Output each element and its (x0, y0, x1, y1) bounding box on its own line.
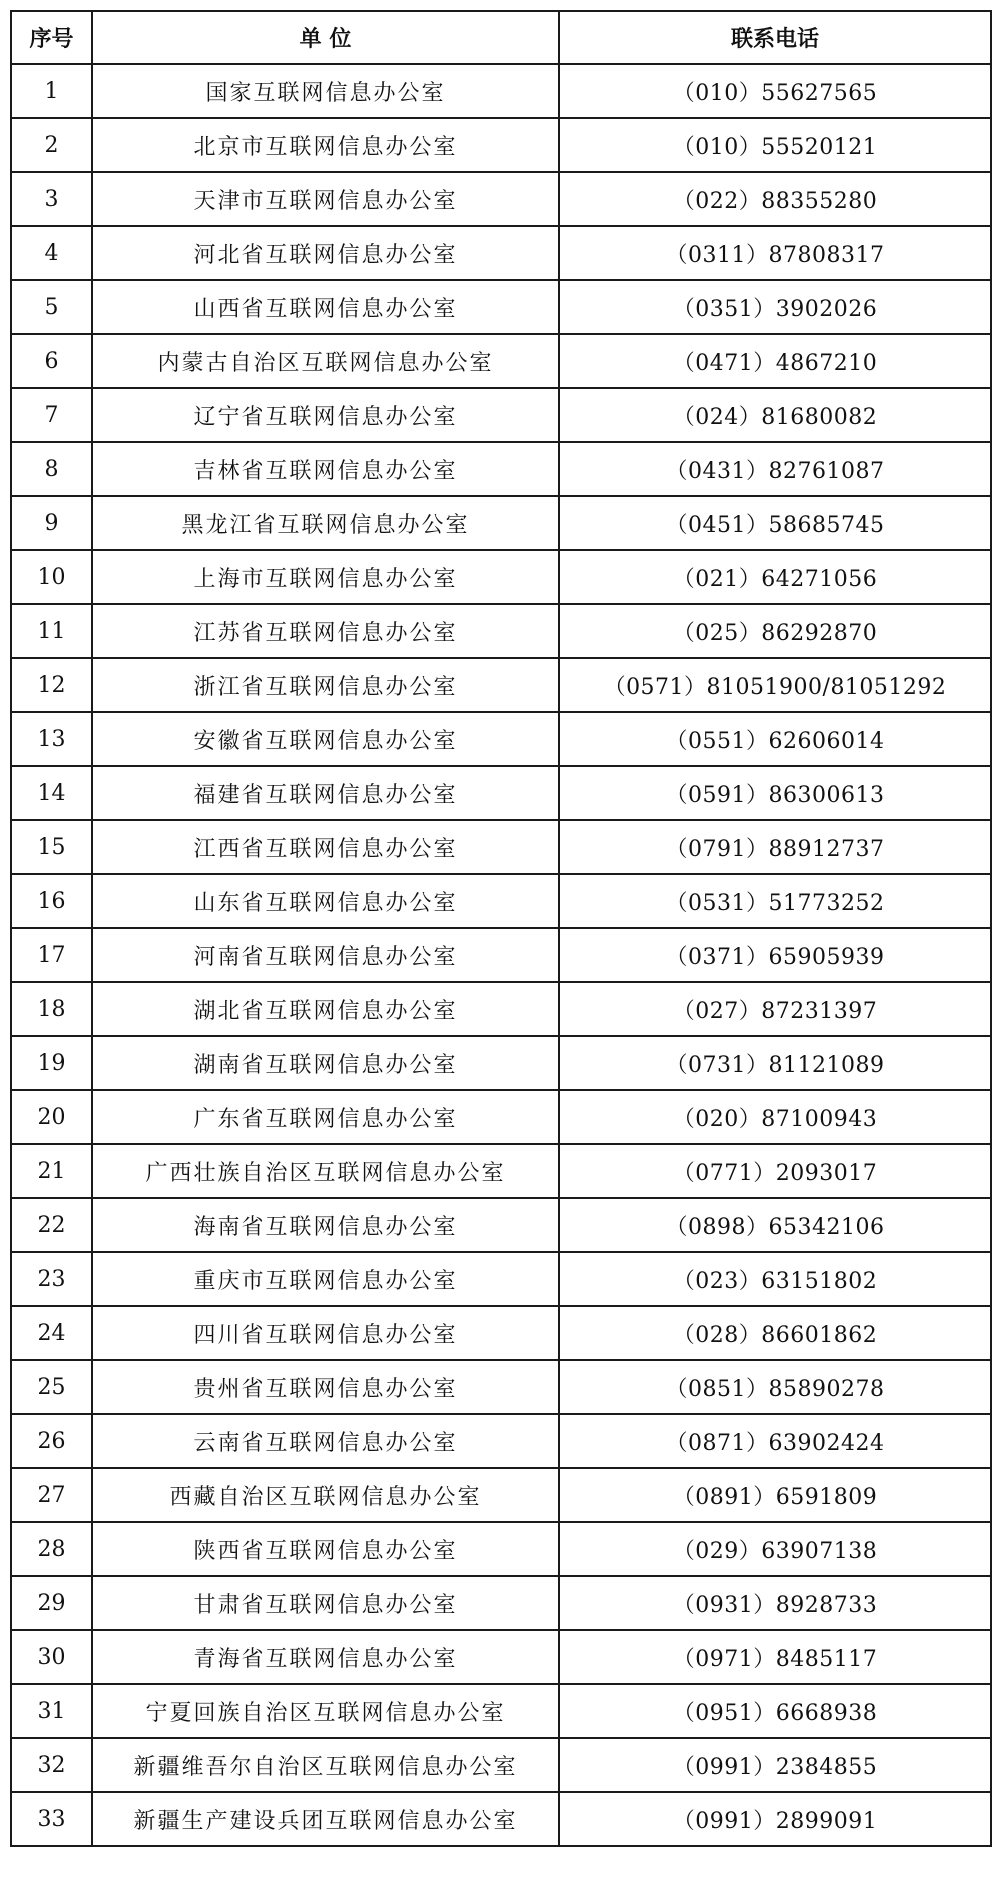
row-phone-cell: （029）63907138 (559, 1522, 991, 1576)
row-unit-cell: 新疆维吾尔自治区互联网信息办公室 (92, 1738, 559, 1792)
header-row (11, 11, 991, 64)
row-index-cell: 27 (11, 1468, 92, 1522)
row-phone-cell: （023）63151802 (559, 1252, 991, 1306)
row-phone-cell: （010）55627565 (559, 64, 991, 118)
table-row (11, 496, 991, 550)
table-row (11, 226, 991, 280)
row-phone-cell: （0931）8928733 (559, 1576, 991, 1630)
table-row (11, 766, 991, 820)
table-row (11, 820, 991, 874)
table-row (11, 118, 991, 172)
header-unit: 单 位 (92, 11, 559, 64)
row-index-cell: 12 (11, 658, 92, 712)
row-index-cell: 2 (11, 118, 92, 172)
table-row (11, 982, 991, 1036)
row-phone-cell: （0731）81121089 (559, 1036, 991, 1090)
row-index-cell: 29 (11, 1576, 92, 1630)
row-phone-cell: （0991）2384855 (559, 1738, 991, 1792)
row-unit-cell: 安徽省互联网信息办公室 (92, 712, 559, 766)
row-phone-cell: （0531）51773252 (559, 874, 991, 928)
row-unit-cell: 宁夏回族自治区互联网信息办公室 (92, 1684, 559, 1738)
row-phone-cell: （027）87231397 (559, 982, 991, 1036)
row-index-cell: 17 (11, 928, 92, 982)
row-index-cell: 23 (11, 1252, 92, 1306)
row-phone-cell: （0791）88912737 (559, 820, 991, 874)
row-index-cell: 5 (11, 280, 92, 334)
row-unit-cell: 山西省互联网信息办公室 (92, 280, 559, 334)
row-unit-cell: 吉林省互联网信息办公室 (92, 442, 559, 496)
table-row (11, 1576, 991, 1630)
row-unit-cell: 广西壮族自治区互联网信息办公室 (92, 1144, 559, 1198)
row-phone-cell: （022）88355280 (559, 172, 991, 226)
row-phone-cell: （0871）63902424 (559, 1414, 991, 1468)
table-row (11, 550, 991, 604)
table-row (11, 1684, 991, 1738)
row-phone-cell: （0571）81051900/81051292 (559, 658, 991, 712)
row-unit-cell: 浙江省互联网信息办公室 (92, 658, 559, 712)
row-index-cell: 26 (11, 1414, 92, 1468)
row-index-cell: 14 (11, 766, 92, 820)
row-phone-cell: （0551）62606014 (559, 712, 991, 766)
row-index-cell: 13 (11, 712, 92, 766)
table-row (11, 280, 991, 334)
table-row (11, 658, 991, 712)
row-index-cell: 15 (11, 820, 92, 874)
row-unit-cell: 陕西省互联网信息办公室 (92, 1522, 559, 1576)
row-unit-cell: 江西省互联网信息办公室 (92, 820, 559, 874)
row-phone-cell: （0991）2899091 (559, 1792, 991, 1846)
row-unit-cell: 海南省互联网信息办公室 (92, 1198, 559, 1252)
row-unit-cell: 上海市互联网信息办公室 (92, 550, 559, 604)
table-row (11, 1360, 991, 1414)
row-phone-cell: （0971）8485117 (559, 1630, 991, 1684)
row-index-cell: 8 (11, 442, 92, 496)
row-index-cell: 33 (11, 1792, 92, 1846)
row-phone-cell: （0591）86300613 (559, 766, 991, 820)
row-index-cell: 25 (11, 1360, 92, 1414)
row-phone-cell: （0771）2093017 (559, 1144, 991, 1198)
table-row (11, 442, 991, 496)
table-row (11, 334, 991, 388)
row-unit-cell: 四川省互联网信息办公室 (92, 1306, 559, 1360)
row-phone-cell: （010）55520121 (559, 118, 991, 172)
table-row (11, 172, 991, 226)
row-phone-cell: （0431）82761087 (559, 442, 991, 496)
row-unit-cell: 西藏自治区互联网信息办公室 (92, 1468, 559, 1522)
row-index-cell: 19 (11, 1036, 92, 1090)
row-index-cell: 4 (11, 226, 92, 280)
header-phone: 联系电话 (559, 11, 991, 64)
row-unit-cell: 福建省互联网信息办公室 (92, 766, 559, 820)
row-index-cell: 30 (11, 1630, 92, 1684)
row-index-cell: 7 (11, 388, 92, 442)
table-row (11, 388, 991, 442)
table-row (11, 1090, 991, 1144)
row-index-cell: 21 (11, 1144, 92, 1198)
row-phone-cell: （0898）65342106 (559, 1198, 991, 1252)
row-unit-cell: 黑龙江省互联网信息办公室 (92, 496, 559, 550)
row-unit-cell: 天津市互联网信息办公室 (92, 172, 559, 226)
row-index-cell: 32 (11, 1738, 92, 1792)
row-index-cell: 16 (11, 874, 92, 928)
row-unit-cell: 河南省互联网信息办公室 (92, 928, 559, 982)
row-unit-cell: 山东省互联网信息办公室 (92, 874, 559, 928)
table-row (11, 1414, 991, 1468)
row-phone-cell: （0951）6668938 (559, 1684, 991, 1738)
row-unit-cell: 湖南省互联网信息办公室 (92, 1036, 559, 1090)
table-row (11, 604, 991, 658)
row-index-cell: 28 (11, 1522, 92, 1576)
row-phone-cell: （025）86292870 (559, 604, 991, 658)
row-unit-cell: 北京市互联网信息办公室 (92, 118, 559, 172)
row-index-cell: 6 (11, 334, 92, 388)
table-row (11, 874, 991, 928)
row-index-cell: 9 (11, 496, 92, 550)
row-phone-cell: （0471）4867210 (559, 334, 991, 388)
row-unit-cell: 江苏省互联网信息办公室 (92, 604, 559, 658)
row-index-cell: 3 (11, 172, 92, 226)
row-index-cell: 10 (11, 550, 92, 604)
contact-table (10, 10, 992, 1847)
row-index-cell: 18 (11, 982, 92, 1036)
row-phone-cell: （028）86601862 (559, 1306, 991, 1360)
row-unit-cell: 贵州省互联网信息办公室 (92, 1360, 559, 1414)
row-index-cell: 20 (11, 1090, 92, 1144)
table-row (11, 1792, 991, 1846)
row-phone-cell: （0351）3902026 (559, 280, 991, 334)
row-unit-cell: 辽宁省互联网信息办公室 (92, 388, 559, 442)
row-phone-cell: （020）87100943 (559, 1090, 991, 1144)
row-phone-cell: （021）64271056 (559, 550, 991, 604)
row-unit-cell: 内蒙古自治区互联网信息办公室 (92, 334, 559, 388)
row-unit-cell: 青海省互联网信息办公室 (92, 1630, 559, 1684)
table-row (11, 1522, 991, 1576)
table-row (11, 1630, 991, 1684)
row-index-cell: 22 (11, 1198, 92, 1252)
table-body (11, 64, 991, 1846)
table-row (11, 1036, 991, 1090)
row-unit-cell: 甘肃省互联网信息办公室 (92, 1576, 559, 1630)
row-unit-cell: 湖北省互联网信息办公室 (92, 982, 559, 1036)
row-index-cell: 1 (11, 64, 92, 118)
row-phone-cell: （0891）6591809 (559, 1468, 991, 1522)
row-unit-cell: 广东省互联网信息办公室 (92, 1090, 559, 1144)
table-row (11, 1252, 991, 1306)
row-phone-cell: （024）81680082 (559, 388, 991, 442)
table-row (11, 64, 991, 118)
table-row (11, 712, 991, 766)
row-unit-cell: 河北省互联网信息办公室 (92, 226, 559, 280)
row-phone-cell: （0311）87808317 (559, 226, 991, 280)
row-unit-cell: 重庆市互联网信息办公室 (92, 1252, 559, 1306)
row-phone-cell: （0371）65905939 (559, 928, 991, 982)
row-phone-cell: （0851）85890278 (559, 1360, 991, 1414)
row-index-cell: 11 (11, 604, 92, 658)
table-row (11, 1144, 991, 1198)
row-index-cell: 31 (11, 1684, 92, 1738)
table-row (11, 1738, 991, 1792)
row-index-cell: 24 (11, 1306, 92, 1360)
table-row (11, 1306, 991, 1360)
table-row (11, 1468, 991, 1522)
table-row (11, 1198, 991, 1252)
header-index: 序号 (11, 11, 92, 64)
row-phone-cell: （0451）58685745 (559, 496, 991, 550)
row-unit-cell: 新疆生产建设兵团互联网信息办公室 (92, 1792, 559, 1846)
table-row (11, 928, 991, 982)
row-unit-cell: 云南省互联网信息办公室 (92, 1414, 559, 1468)
table-header (11, 11, 991, 64)
row-unit-cell: 国家互联网信息办公室 (92, 64, 559, 118)
